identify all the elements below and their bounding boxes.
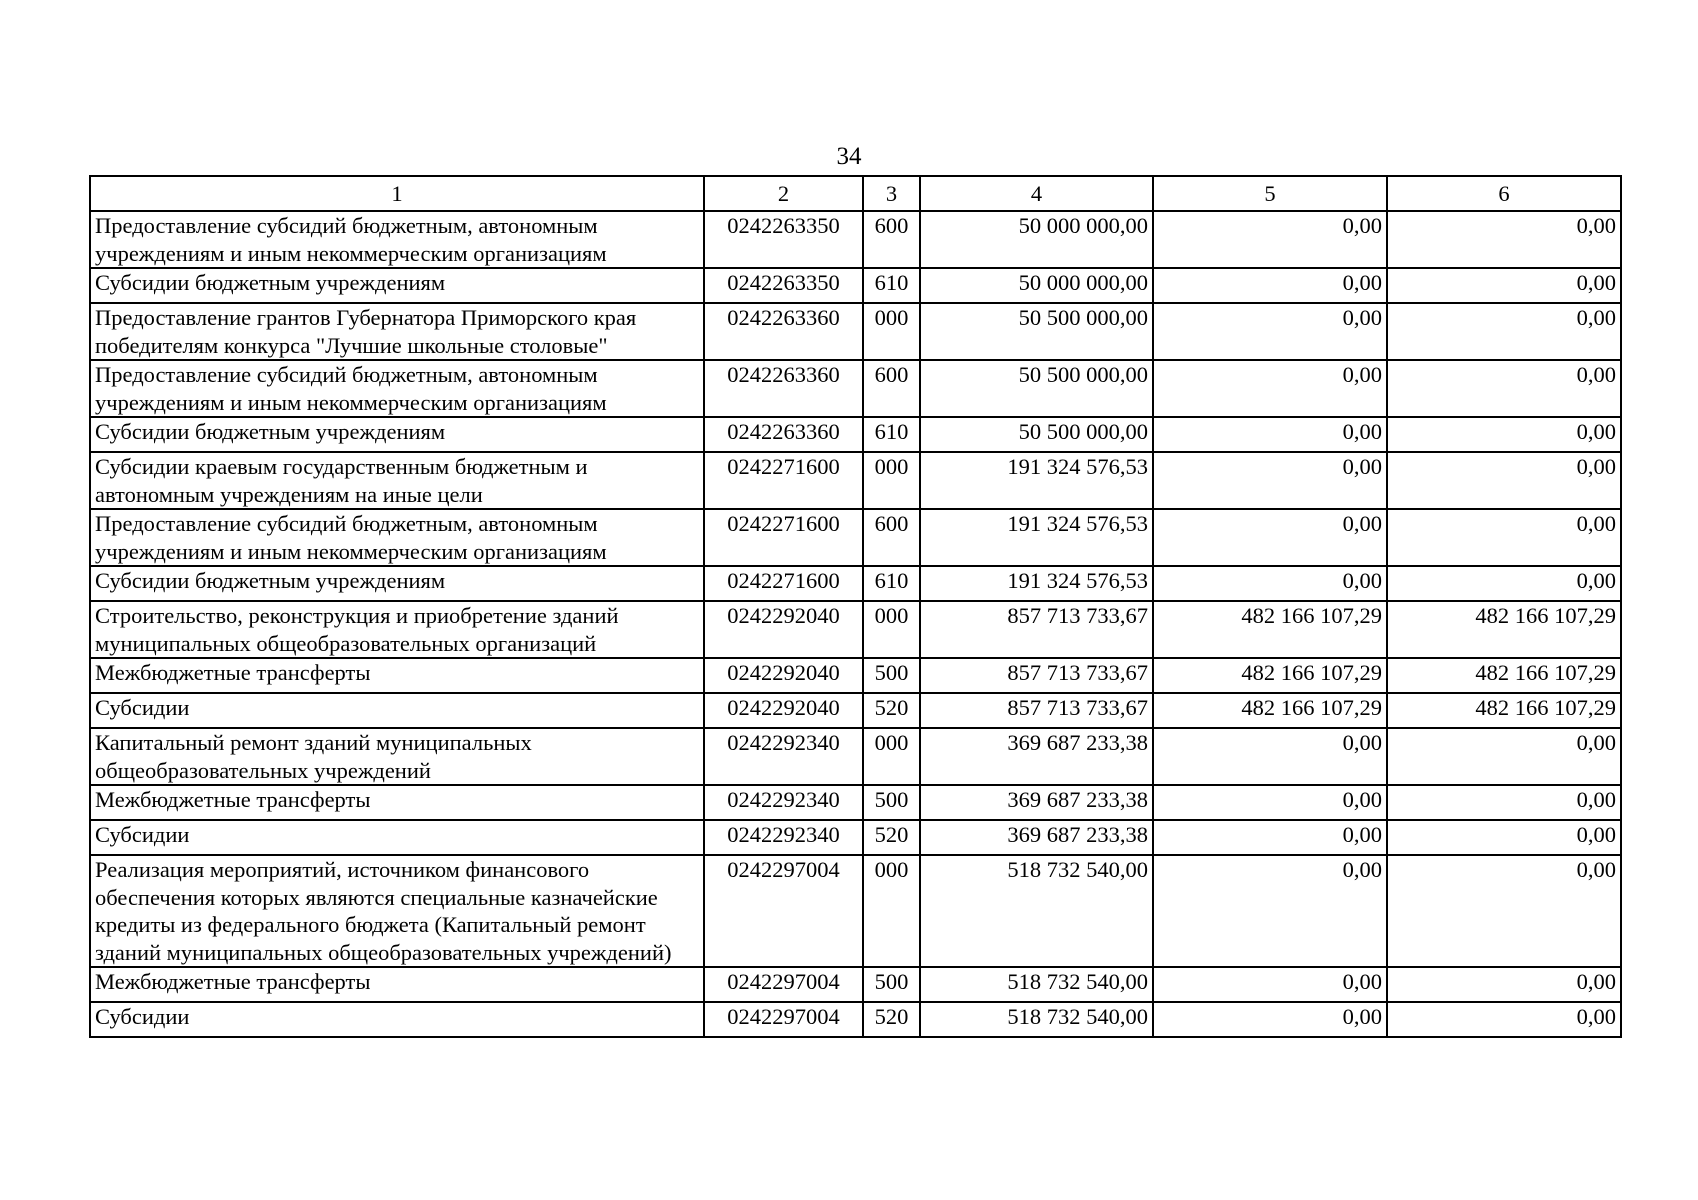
table-row bbox=[90, 268, 1621, 303]
row-value-col4-cell: 518 732 540,00 bbox=[920, 967, 1153, 1002]
row-type-cell: 520 bbox=[863, 820, 920, 855]
row-value-col6-cell: 0,00 bbox=[1387, 268, 1621, 303]
row-code-cell: 0242271600 bbox=[704, 452, 863, 509]
row-value-col6-cell: 0,00 bbox=[1387, 820, 1621, 855]
row-type-cell: 520 bbox=[863, 1002, 920, 1037]
row-code-cell: 0242263360 bbox=[704, 417, 863, 452]
row-value-col5-cell: 0,00 bbox=[1153, 360, 1387, 417]
row-value-col5-cell: 0,00 bbox=[1153, 1002, 1387, 1037]
row-type-cell: 610 bbox=[863, 417, 920, 452]
row-value-col4-cell: 857 713 733,67 bbox=[920, 601, 1153, 658]
row-name-cell: Капитальный ремонт зданий муниципальных общеобразовательных учреждений bbox=[90, 728, 704, 785]
row-code-cell: 0242263360 bbox=[704, 303, 863, 360]
row-name-cell: Субсидии бюджетным учреждениям bbox=[90, 268, 704, 303]
row-value-col5-cell: 0,00 bbox=[1153, 820, 1387, 855]
row-type-cell: 500 bbox=[863, 658, 920, 693]
row-code-cell: 0242292340 bbox=[704, 785, 863, 820]
table-row bbox=[90, 1002, 1621, 1037]
table-row bbox=[90, 785, 1621, 820]
row-value-col4-cell: 369 687 233,38 bbox=[920, 820, 1153, 855]
table-row bbox=[90, 417, 1621, 452]
row-type-cell: 000 bbox=[863, 452, 920, 509]
row-value-col5-cell: 0,00 bbox=[1153, 785, 1387, 820]
table-row bbox=[90, 452, 1621, 509]
row-value-col5-cell: 0,00 bbox=[1153, 211, 1387, 268]
column-header: 3 bbox=[863, 176, 920, 211]
row-type-cell: 610 bbox=[863, 268, 920, 303]
row-code-cell: 0242292340 bbox=[704, 728, 863, 785]
row-type-cell: 600 bbox=[863, 509, 920, 566]
row-code-cell: 0242263350 bbox=[704, 268, 863, 303]
row-code-cell: 0242263360 bbox=[704, 360, 863, 417]
budget-table bbox=[89, 175, 1622, 1038]
row-value-col4-cell: 191 324 576,53 bbox=[920, 452, 1153, 509]
row-type-cell: 000 bbox=[863, 601, 920, 658]
table-row bbox=[90, 360, 1621, 417]
row-code-cell: 0242271600 bbox=[704, 509, 863, 566]
row-name-cell: Субсидии бюджетным учреждениям bbox=[90, 417, 704, 452]
row-value-col5-cell: 482 166 107,29 bbox=[1153, 601, 1387, 658]
row-type-cell: 600 bbox=[863, 360, 920, 417]
row-code-cell: 0242297004 bbox=[704, 855, 863, 967]
row-value-col6-cell: 0,00 bbox=[1387, 728, 1621, 785]
row-value-col6-cell: 0,00 bbox=[1387, 303, 1621, 360]
row-value-col6-cell: 0,00 bbox=[1387, 509, 1621, 566]
row-value-col4-cell: 518 732 540,00 bbox=[920, 1002, 1153, 1037]
row-value-col4-cell: 369 687 233,38 bbox=[920, 728, 1153, 785]
row-name-cell: Предоставление субсидий бюджетным, автономным учреждениям и иным некоммерческим организациям bbox=[90, 360, 704, 417]
row-value-col5-cell: 0,00 bbox=[1153, 967, 1387, 1002]
row-name-cell: Предоставление субсидий бюджетным, автономным учреждениям и иным некоммерческим организациям bbox=[90, 509, 704, 566]
row-name-cell: Межбюджетные трансферты bbox=[90, 658, 704, 693]
row-value-col5-cell: 0,00 bbox=[1153, 566, 1387, 601]
row-value-col4-cell: 50 500 000,00 bbox=[920, 417, 1153, 452]
row-name-cell: Реализация мероприятий, источником финансового обеспечения которых являются специальные казначейские кредиты из федерального бюджета (Капитальный ремонт зданий муниципальных общеобразовательных учреждений) bbox=[90, 855, 704, 967]
row-value-col5-cell: 482 166 107,29 bbox=[1153, 658, 1387, 693]
row-type-cell: 500 bbox=[863, 785, 920, 820]
row-name-cell: Строительство, реконструкция и приобретение зданий муниципальных общеобразовательных организаций bbox=[90, 601, 704, 658]
row-value-col6-cell: 482 166 107,29 bbox=[1387, 693, 1621, 728]
row-name-cell: Субсидии бюджетным учреждениям bbox=[90, 566, 704, 601]
row-type-cell: 000 bbox=[863, 728, 920, 785]
row-value-col4-cell: 50 500 000,00 bbox=[920, 303, 1153, 360]
row-value-col6-cell: 482 166 107,29 bbox=[1387, 601, 1621, 658]
row-value-col4-cell: 857 713 733,67 bbox=[920, 658, 1153, 693]
row-type-cell: 000 bbox=[863, 303, 920, 360]
row-value-col6-cell: 0,00 bbox=[1387, 211, 1621, 268]
table-row bbox=[90, 967, 1621, 1002]
row-value-col4-cell: 50 500 000,00 bbox=[920, 360, 1153, 417]
row-value-col6-cell: 0,00 bbox=[1387, 417, 1621, 452]
row-code-cell: 0242297004 bbox=[704, 967, 863, 1002]
row-value-col5-cell: 0,00 bbox=[1153, 303, 1387, 360]
row-value-col5-cell: 0,00 bbox=[1153, 417, 1387, 452]
row-code-cell: 0242292040 bbox=[704, 693, 863, 728]
row-value-col5-cell: 0,00 bbox=[1153, 268, 1387, 303]
column-header: 6 bbox=[1387, 176, 1621, 211]
row-name-cell: Субсидии краевым государственным бюджетным и автономным учреждениям на иные цели bbox=[90, 452, 704, 509]
row-value-col6-cell: 0,00 bbox=[1387, 967, 1621, 1002]
row-code-cell: 0242271600 bbox=[704, 566, 863, 601]
row-name-cell: Субсидии bbox=[90, 1002, 704, 1037]
row-code-cell: 0242292040 bbox=[704, 601, 863, 658]
row-value-col4-cell: 191 324 576,53 bbox=[920, 566, 1153, 601]
table-row bbox=[90, 211, 1621, 268]
table-row bbox=[90, 566, 1621, 601]
row-name-cell: Предоставление субсидий бюджетным, автономным учреждениям и иным некоммерческим организациям bbox=[90, 211, 704, 268]
table-row bbox=[90, 303, 1621, 360]
table-body bbox=[90, 211, 1621, 1037]
row-value-col4-cell: 50 000 000,00 bbox=[920, 211, 1153, 268]
row-value-col6-cell: 0,00 bbox=[1387, 785, 1621, 820]
row-name-cell: Субсидии bbox=[90, 820, 704, 855]
row-name-cell: Межбюджетные трансферты bbox=[90, 785, 704, 820]
table-header bbox=[90, 176, 1621, 211]
row-code-cell: 0242297004 bbox=[704, 1002, 863, 1037]
row-type-cell: 610 bbox=[863, 566, 920, 601]
row-type-cell: 520 bbox=[863, 693, 920, 728]
table-row bbox=[90, 820, 1621, 855]
row-name-cell: Субсидии bbox=[90, 693, 704, 728]
row-value-col4-cell: 50 000 000,00 bbox=[920, 268, 1153, 303]
table-row bbox=[90, 658, 1621, 693]
table-row bbox=[90, 601, 1621, 658]
row-value-col5-cell: 0,00 bbox=[1153, 452, 1387, 509]
row-code-cell: 0242263350 bbox=[704, 211, 863, 268]
row-value-col5-cell: 0,00 bbox=[1153, 855, 1387, 967]
row-value-col5-cell: 482 166 107,29 bbox=[1153, 693, 1387, 728]
table-row bbox=[90, 728, 1621, 785]
row-value-col6-cell: 0,00 bbox=[1387, 566, 1621, 601]
table-row bbox=[90, 855, 1621, 967]
row-type-cell: 500 bbox=[863, 967, 920, 1002]
row-value-col4-cell: 518 732 540,00 bbox=[920, 855, 1153, 967]
column-header: 4 bbox=[920, 176, 1153, 211]
row-value-col4-cell: 191 324 576,53 bbox=[920, 509, 1153, 566]
row-value-col6-cell: 482 166 107,29 bbox=[1387, 658, 1621, 693]
row-value-col6-cell: 0,00 bbox=[1387, 855, 1621, 967]
row-value-col4-cell: 857 713 733,67 bbox=[920, 693, 1153, 728]
column-header: 2 bbox=[704, 176, 863, 211]
row-value-col4-cell: 369 687 233,38 bbox=[920, 785, 1153, 820]
row-value-col5-cell: 0,00 bbox=[1153, 728, 1387, 785]
row-type-cell: 000 bbox=[863, 855, 920, 967]
row-value-col6-cell: 0,00 bbox=[1387, 1002, 1621, 1037]
page-number: 34 bbox=[836, 143, 862, 170]
column-header: 5 bbox=[1153, 176, 1387, 211]
row-name-cell: Предоставление грантов Губернатора Приморского края победителям конкурса "Лучшие школьные столовые" bbox=[90, 303, 704, 360]
table-row bbox=[90, 693, 1621, 728]
row-value-col6-cell: 0,00 bbox=[1387, 360, 1621, 417]
table-row bbox=[90, 509, 1621, 566]
row-code-cell: 0242292040 bbox=[704, 658, 863, 693]
row-value-col6-cell: 0,00 bbox=[1387, 452, 1621, 509]
row-name-cell: Межбюджетные трансферты bbox=[90, 967, 704, 1002]
row-value-col5-cell: 0,00 bbox=[1153, 509, 1387, 566]
row-type-cell: 600 bbox=[863, 211, 920, 268]
row-code-cell: 0242292340 bbox=[704, 820, 863, 855]
column-header: 1 bbox=[90, 176, 704, 211]
header-row bbox=[90, 176, 1621, 211]
